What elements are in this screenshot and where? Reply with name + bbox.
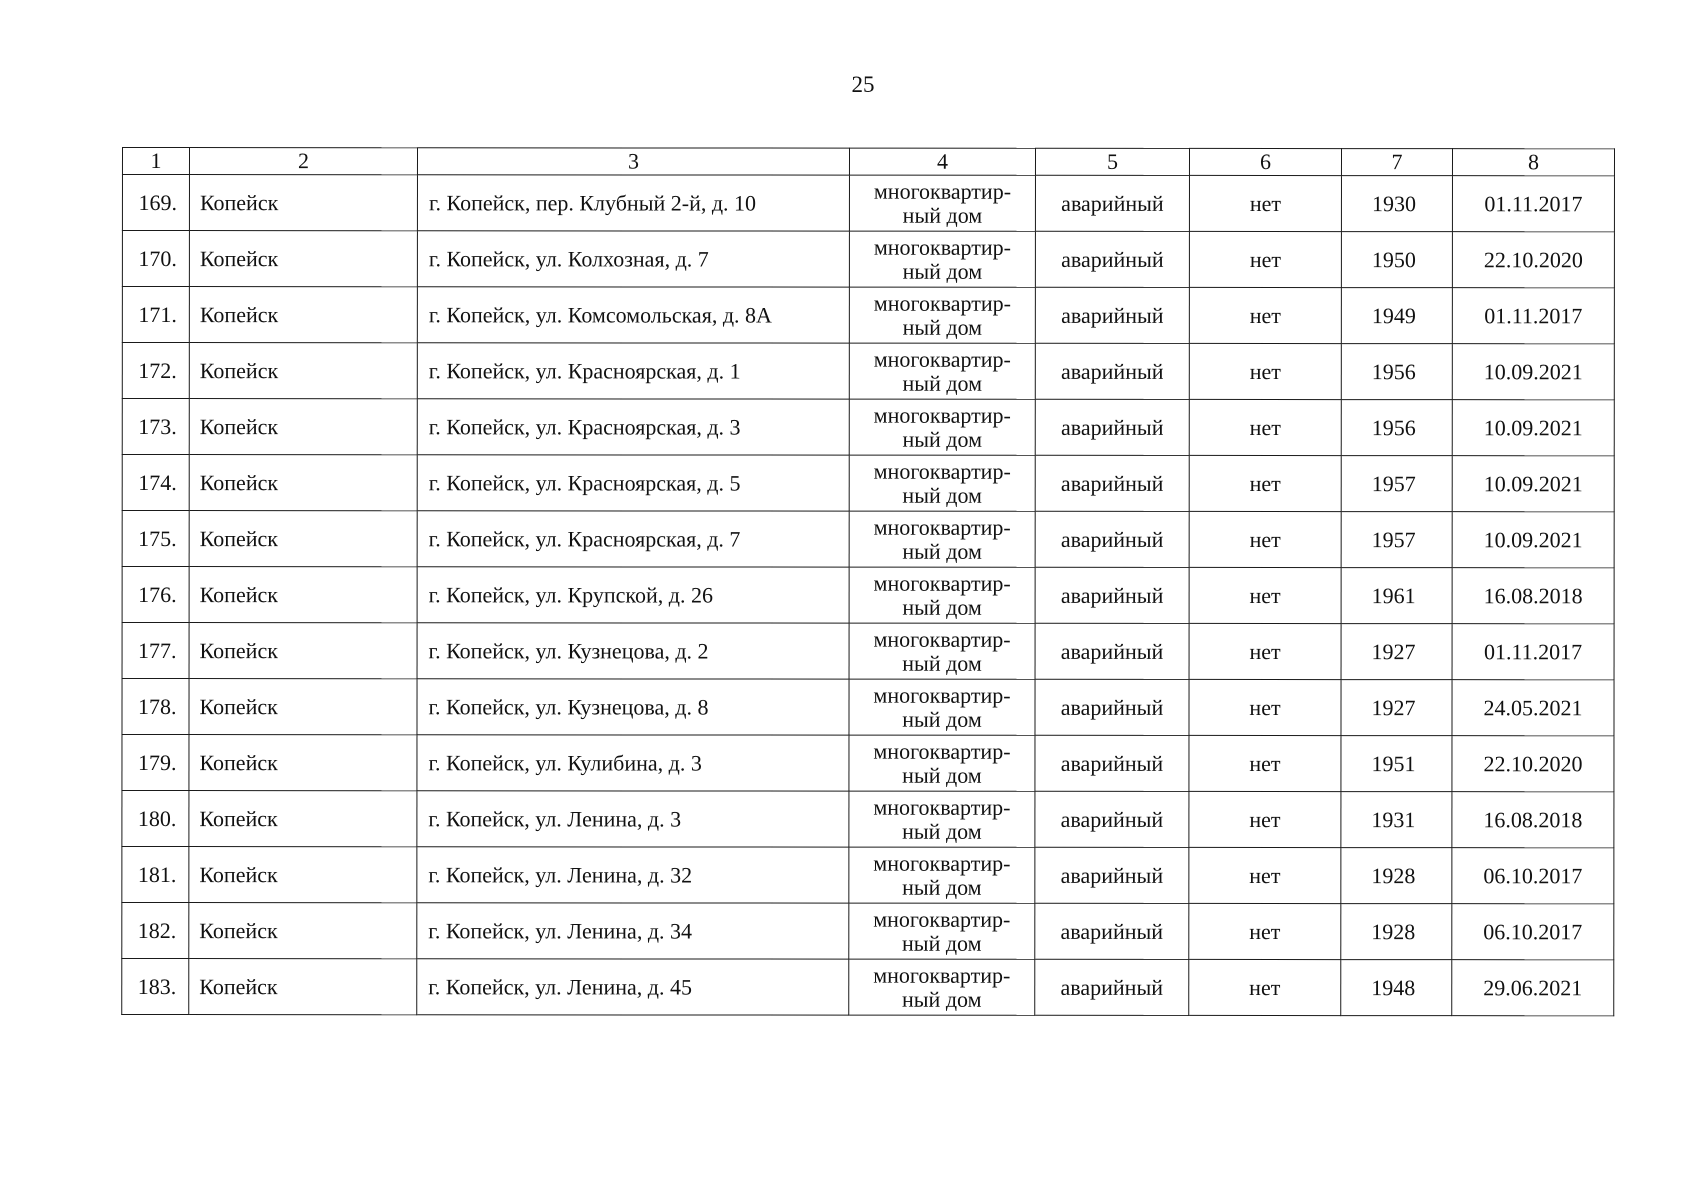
city-cell: Копейск [189, 791, 417, 847]
page-number: 25 [851, 72, 875, 97]
building-type-line: ный дом [902, 426, 983, 452]
table-row [122, 679, 1614, 736]
building-type-line: ный дом [902, 706, 982, 732]
table-row [122, 231, 1614, 288]
date-cell: 10.09.2021 [1452, 344, 1614, 400]
building-type-cell [849, 959, 1035, 1015]
year-cell: 1949 [1341, 288, 1452, 344]
year-cell: 1927 [1341, 624, 1452, 680]
address-cell: г. Копейск, ул. Ленина, д. 3 [417, 791, 849, 847]
building-type-line: многоквартир- [873, 290, 1011, 316]
building-type-line: многоквартир- [873, 962, 1011, 988]
building-type-line: ный дом [902, 930, 982, 956]
date-cell: 06.10.2017 [1452, 904, 1614, 960]
building-type-line: многоквартир- [873, 682, 1011, 708]
date-cell: 10.09.2021 [1452, 400, 1614, 456]
building-type-cell [849, 511, 1035, 567]
building-type-cell [849, 903, 1035, 959]
table-row [122, 903, 1614, 960]
flag-cell: нет [1189, 343, 1341, 399]
row-number-cell: 180. [122, 791, 189, 847]
building-type-line: ный дом [902, 594, 982, 620]
building-type-line: ный дом [902, 314, 983, 340]
row-number-cell: 169. [122, 175, 189, 231]
year-cell: 1928 [1341, 904, 1452, 960]
building-type-line: многоквартир- [873, 514, 1011, 540]
date-cell: 29.06.2021 [1452, 960, 1614, 1016]
date-cell: 01.11.2017 [1452, 176, 1614, 232]
city-cell: Копейск [189, 511, 417, 567]
row-number-cell: 176. [122, 567, 189, 623]
condition-cell: аварийный [1035, 175, 1189, 231]
building-type-cell [849, 455, 1035, 511]
column-header: 2 [189, 148, 417, 175]
year-cell: 1957 [1341, 456, 1452, 512]
table-row [122, 847, 1614, 904]
address-cell: г. Копейск, ул. Колхозная, д. 7 [417, 231, 849, 287]
building-type-line: многоквартир- [873, 906, 1011, 932]
building-type-line: ный дом [901, 986, 982, 1012]
flag-cell: нет [1189, 567, 1341, 623]
table-row [122, 455, 1614, 512]
city-cell: Копейск [189, 903, 417, 959]
year-cell: 1948 [1341, 960, 1452, 1016]
city-cell: Копейск [189, 679, 417, 735]
city-cell: Копейск [189, 567, 417, 623]
row-number-cell: 171. [122, 287, 189, 343]
address-cell: г. Копейск, пер. Клубный 2-й, д. 10 [417, 175, 849, 231]
condition-cell: аварийный [1035, 623, 1189, 679]
row-number-cell: 183. [122, 959, 189, 1015]
building-type-line: ный дом [902, 874, 982, 900]
condition-cell: аварийный [1035, 567, 1189, 623]
condition-cell: аварийный [1035, 679, 1189, 735]
flag-cell: нет [1189, 511, 1341, 567]
year-cell: 1951 [1341, 736, 1452, 792]
building-type-line: многоквартир- [873, 570, 1011, 596]
column-header: 5 [1035, 148, 1189, 175]
building-type-cell [849, 343, 1035, 399]
row-number-cell: 177. [122, 623, 189, 679]
building-type-cell [849, 791, 1035, 847]
address-cell: г. Копейск, ул. Ленина, д. 45 [417, 959, 849, 1015]
building-type-cell [849, 567, 1035, 623]
table-row [122, 399, 1614, 456]
city-cell: Копейск [189, 959, 417, 1015]
condition-cell: аварийный [1035, 511, 1189, 567]
table-row [122, 735, 1614, 792]
column-header: 1 [122, 148, 189, 175]
address-cell: г. Копейск, ул. Кузнецова, д. 2 [417, 623, 849, 679]
table-row [122, 791, 1614, 848]
row-number-cell: 181. [122, 847, 189, 903]
date-cell: 01.11.2017 [1452, 624, 1614, 680]
address-cell: г. Копейск, ул. Красноярская, д. 5 [417, 455, 849, 511]
table-row [122, 623, 1614, 680]
condition-cell: аварийный [1035, 959, 1189, 1015]
row-number-cell: 182. [122, 903, 189, 959]
flag-cell: нет [1189, 287, 1341, 343]
condition-cell: аварийный [1035, 399, 1189, 455]
flag-cell: нет [1189, 231, 1341, 287]
year-cell: 1957 [1341, 512, 1452, 568]
building-type-line: ный дом [902, 202, 983, 228]
address-cell: г. Копейск, ул. Крупской, д. 26 [417, 567, 849, 623]
condition-cell: аварийный [1035, 735, 1189, 791]
flag-cell: нет [1189, 735, 1341, 791]
column-header: 3 [417, 148, 849, 175]
city-cell: Копейск [189, 399, 417, 455]
date-cell: 16.08.2018 [1452, 792, 1614, 848]
building-type-cell [849, 175, 1035, 231]
city-cell: Копейск [189, 735, 417, 791]
date-cell: 22.10.2020 [1452, 232, 1614, 288]
flag-cell: нет [1189, 399, 1341, 455]
address-cell: г. Копейск, ул. Красноярская, д. 3 [417, 399, 849, 455]
building-type-line: многоквартир- [873, 794, 1011, 820]
flag-cell: нет [1189, 847, 1341, 903]
building-type-line: многоквартир- [873, 402, 1011, 428]
flag-cell: нет [1189, 175, 1341, 231]
year-cell: 1931 [1341, 792, 1452, 848]
date-cell: 22.10.2020 [1452, 736, 1614, 792]
condition-cell: аварийный [1035, 791, 1189, 847]
table-row [122, 567, 1614, 624]
address-cell: г. Копейск, ул. Кузнецова, д. 8 [417, 679, 849, 735]
flag-cell: нет [1189, 623, 1341, 679]
row-number-cell: 170. [122, 231, 189, 287]
year-cell: 1956 [1341, 400, 1452, 456]
city-cell: Копейск [189, 231, 417, 287]
date-cell: 24.05.2021 [1452, 680, 1614, 736]
building-type-line: многоквартир- [873, 234, 1012, 260]
condition-cell: аварийный [1035, 903, 1189, 959]
address-cell: г. Копейск, ул. Красноярская, д. 1 [417, 343, 849, 399]
condition-cell: аварийный [1035, 847, 1189, 903]
row-number-cell: 175. [122, 511, 189, 567]
column-header: 6 [1189, 148, 1341, 175]
row-number-cell: 178. [122, 679, 189, 735]
building-type-line: ный дом [902, 818, 982, 844]
condition-cell: аварийный [1035, 343, 1189, 399]
building-type-line: ный дом [902, 650, 982, 676]
address-cell: г. Копейск, ул. Кулибина, д. 3 [417, 735, 849, 791]
year-cell: 1950 [1341, 232, 1452, 288]
date-cell: 16.08.2018 [1452, 568, 1614, 624]
city-cell: Копейск [189, 455, 417, 511]
building-type-line: многоквартир- [873, 626, 1011, 652]
building-type-line: ный дом [902, 482, 982, 508]
city-cell: Копейск [189, 175, 417, 231]
building-type-line: ный дом [902, 538, 982, 564]
date-cell: 01.11.2017 [1452, 288, 1614, 344]
building-type-cell [849, 735, 1035, 791]
table-row [122, 175, 1614, 232]
header-row [122, 148, 1614, 176]
building-type-line: ный дом [902, 762, 982, 788]
table-body [122, 175, 1615, 1016]
address-cell: г. Копейск, ул. Ленина, д. 32 [417, 847, 849, 903]
city-cell: Копейск [189, 847, 417, 903]
date-cell: 10.09.2021 [1452, 456, 1614, 512]
table-row [122, 343, 1614, 400]
year-cell: 1928 [1341, 848, 1452, 904]
building-type-line: многоквартир- [873, 346, 1011, 372]
housing-registry-table [121, 147, 1615, 1016]
address-cell: г. Копейск, ул. Ленина, д. 34 [417, 903, 849, 959]
building-type-line: многоквартир- [873, 738, 1011, 764]
building-type-cell [849, 399, 1035, 455]
year-cell: 1927 [1341, 680, 1452, 736]
year-cell: 1961 [1341, 568, 1452, 624]
flag-cell: нет [1189, 791, 1341, 847]
flag-cell: нет [1189, 679, 1341, 735]
building-type-cell [849, 231, 1035, 287]
year-cell: 1930 [1341, 176, 1452, 232]
table-row [122, 959, 1614, 1016]
city-cell: Копейск [189, 343, 417, 399]
address-cell: г. Копейск, ул. Комсомольская, д. 8А [417, 287, 849, 343]
building-type-line: многоквартир- [873, 178, 1012, 204]
flag-cell: нет [1189, 455, 1341, 511]
table-row [122, 287, 1614, 344]
column-header: 8 [1452, 149, 1614, 176]
flag-cell: нет [1189, 959, 1341, 1015]
date-cell: 10.09.2021 [1452, 512, 1614, 568]
building-type-cell [849, 847, 1035, 903]
flag-cell: нет [1189, 903, 1341, 959]
year-cell: 1956 [1341, 344, 1452, 400]
condition-cell: аварийный [1035, 287, 1189, 343]
building-type-cell [849, 623, 1035, 679]
date-cell: 06.10.2017 [1452, 848, 1614, 904]
building-type-line: ный дом [902, 370, 983, 396]
building-type-line: ный дом [902, 258, 983, 284]
row-number-cell: 172. [122, 343, 189, 399]
building-type-cell [849, 679, 1035, 735]
table-row [122, 511, 1614, 568]
condition-cell: аварийный [1035, 455, 1189, 511]
address-cell: г. Копейск, ул. Красноярская, д. 7 [417, 511, 849, 567]
building-type-cell [849, 287, 1035, 343]
column-header: 4 [849, 148, 1035, 175]
city-cell: Копейск [189, 287, 417, 343]
row-number-cell: 174. [122, 455, 189, 511]
building-type-line: многоквартир- [873, 458, 1011, 484]
column-header: 7 [1341, 149, 1452, 176]
city-cell: Копейск [189, 623, 417, 679]
row-number-cell: 173. [122, 399, 189, 455]
building-type-line: многоквартир- [873, 850, 1011, 876]
row-number-cell: 179. [122, 735, 189, 791]
condition-cell: аварийный [1035, 231, 1189, 287]
